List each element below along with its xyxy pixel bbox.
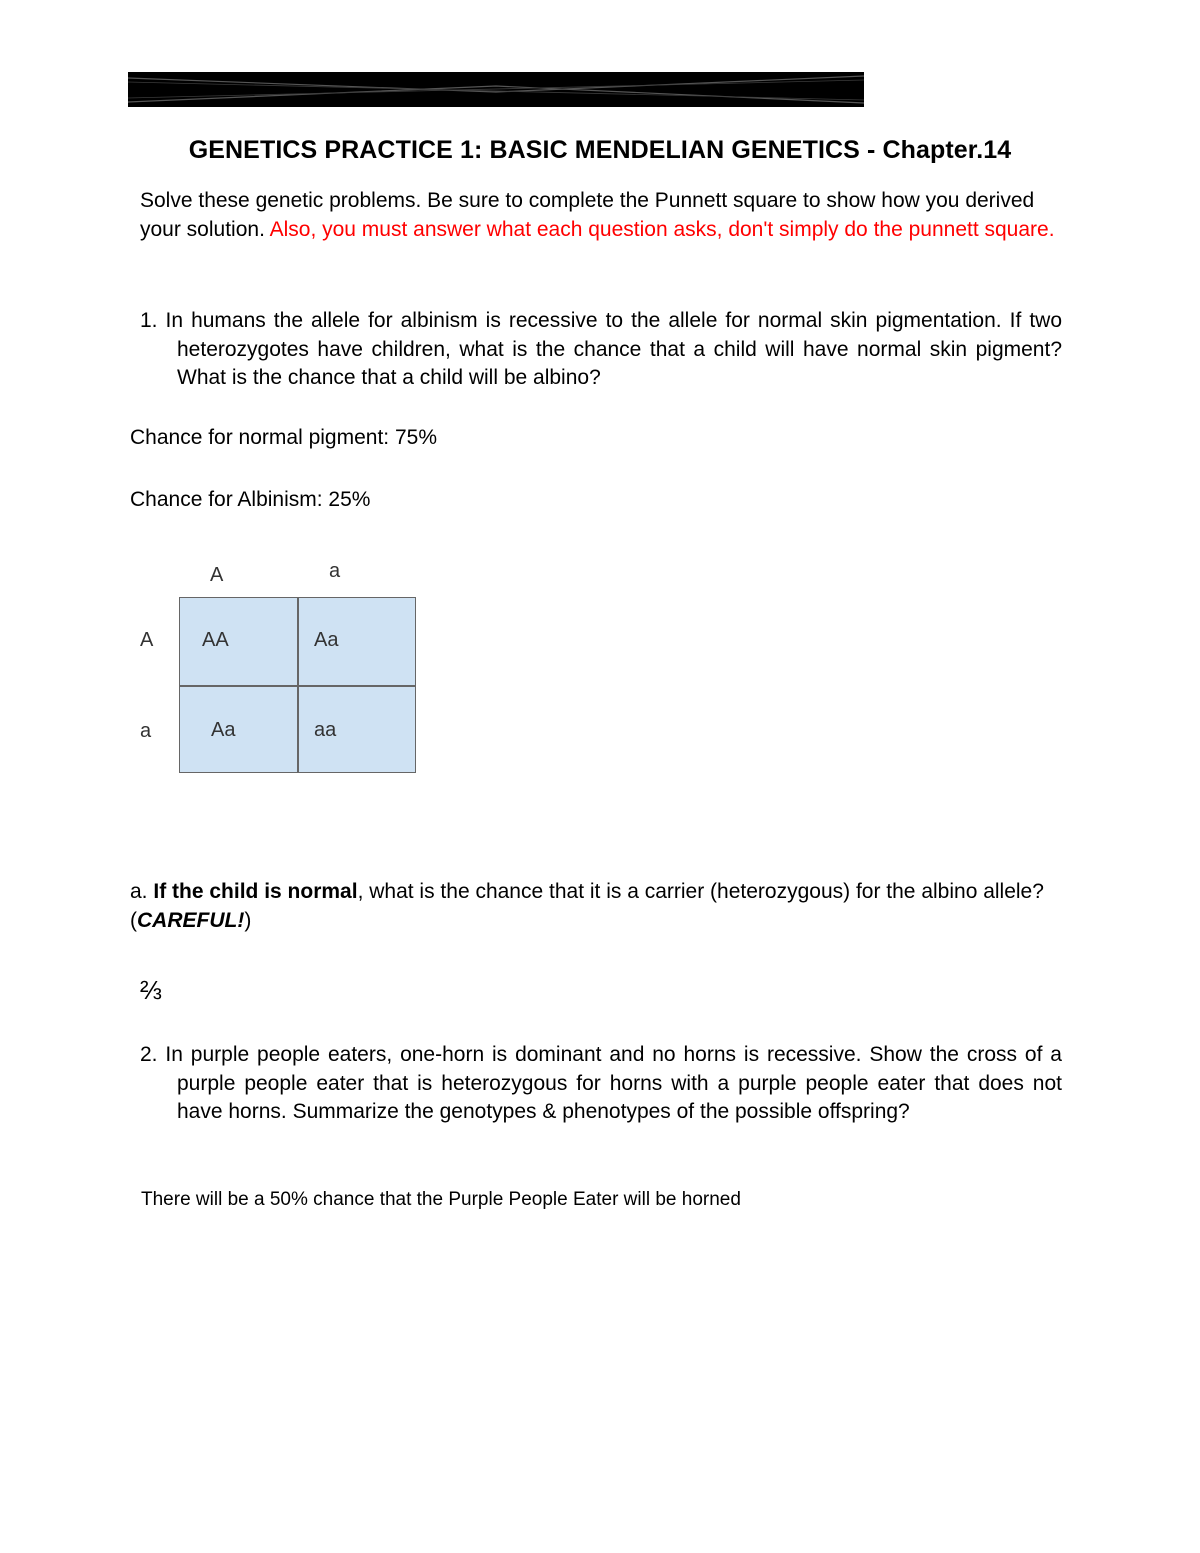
cell-Aa-bottom: Aa	[211, 719, 236, 741]
col-header-dominant: A	[210, 564, 224, 586]
answer-normal-pigment: Chance for normal pigment: 75%	[130, 426, 437, 449]
punnett-square	[130, 555, 430, 785]
cell-Aa-top: Aa	[314, 629, 339, 651]
banner-decoration	[128, 72, 864, 107]
question-1a	[130, 877, 1050, 935]
instructions-warning: Also, you must answer what each question asks, don't simply do the punnett square.	[269, 217, 1055, 241]
header-banner	[128, 72, 864, 107]
row-header-dominant: A	[140, 629, 154, 651]
question-1a-prefix: a.	[130, 880, 154, 903]
question-1a-body: , what is the chance that it is a carrier (heterozygous) for the albino allele? (	[130, 880, 1044, 932]
grid-divider-horizontal	[180, 685, 415, 687]
cell-AA: AA	[202, 629, 229, 651]
question-1: 1. In humans the allele for albinism is recessive to the allele for normal skin pigmentation. If two heterozygotes have children, what is the chance that a child will have normal skin pigment? What is the chance that a child will be albino?	[140, 309, 1062, 389]
question-1a-suffix: )	[244, 909, 252, 932]
cell-aa: aa	[314, 719, 337, 741]
answer-1a: ⅔	[140, 975, 162, 1005]
page-title: GENETICS PRACTICE 1: BASIC MENDELIAN GENETICS - Chapter.14	[188, 136, 1012, 164]
question-2: 2. In purple people eaters, one-horn is dominant and no horns is recessive. Show the cross of a purple people eater that is heterozygous for horns with a purple people eater that does not have horns. Summarize the genotypes & phenotypes of the possible offspring?	[140, 1043, 1062, 1123]
punnett-grid	[179, 597, 416, 773]
question-1a-condition: If the child is normal	[153, 880, 358, 903]
col-header-recessive: a	[329, 560, 341, 582]
instructions	[140, 187, 1070, 244]
answer-2: There will be a 50% chance that the Purple People Eater will be horned	[141, 1189, 741, 1210]
row-header-recessive: a	[140, 720, 152, 742]
instructions-text: Solve these genetic problems. Be sure to complete the Punnett square to show how you derived your solution.	[140, 189, 1035, 241]
question-1a-caution: CAREFUL!	[137, 909, 245, 932]
answer-albinism: Chance for Albinism: 25%	[130, 488, 371, 511]
